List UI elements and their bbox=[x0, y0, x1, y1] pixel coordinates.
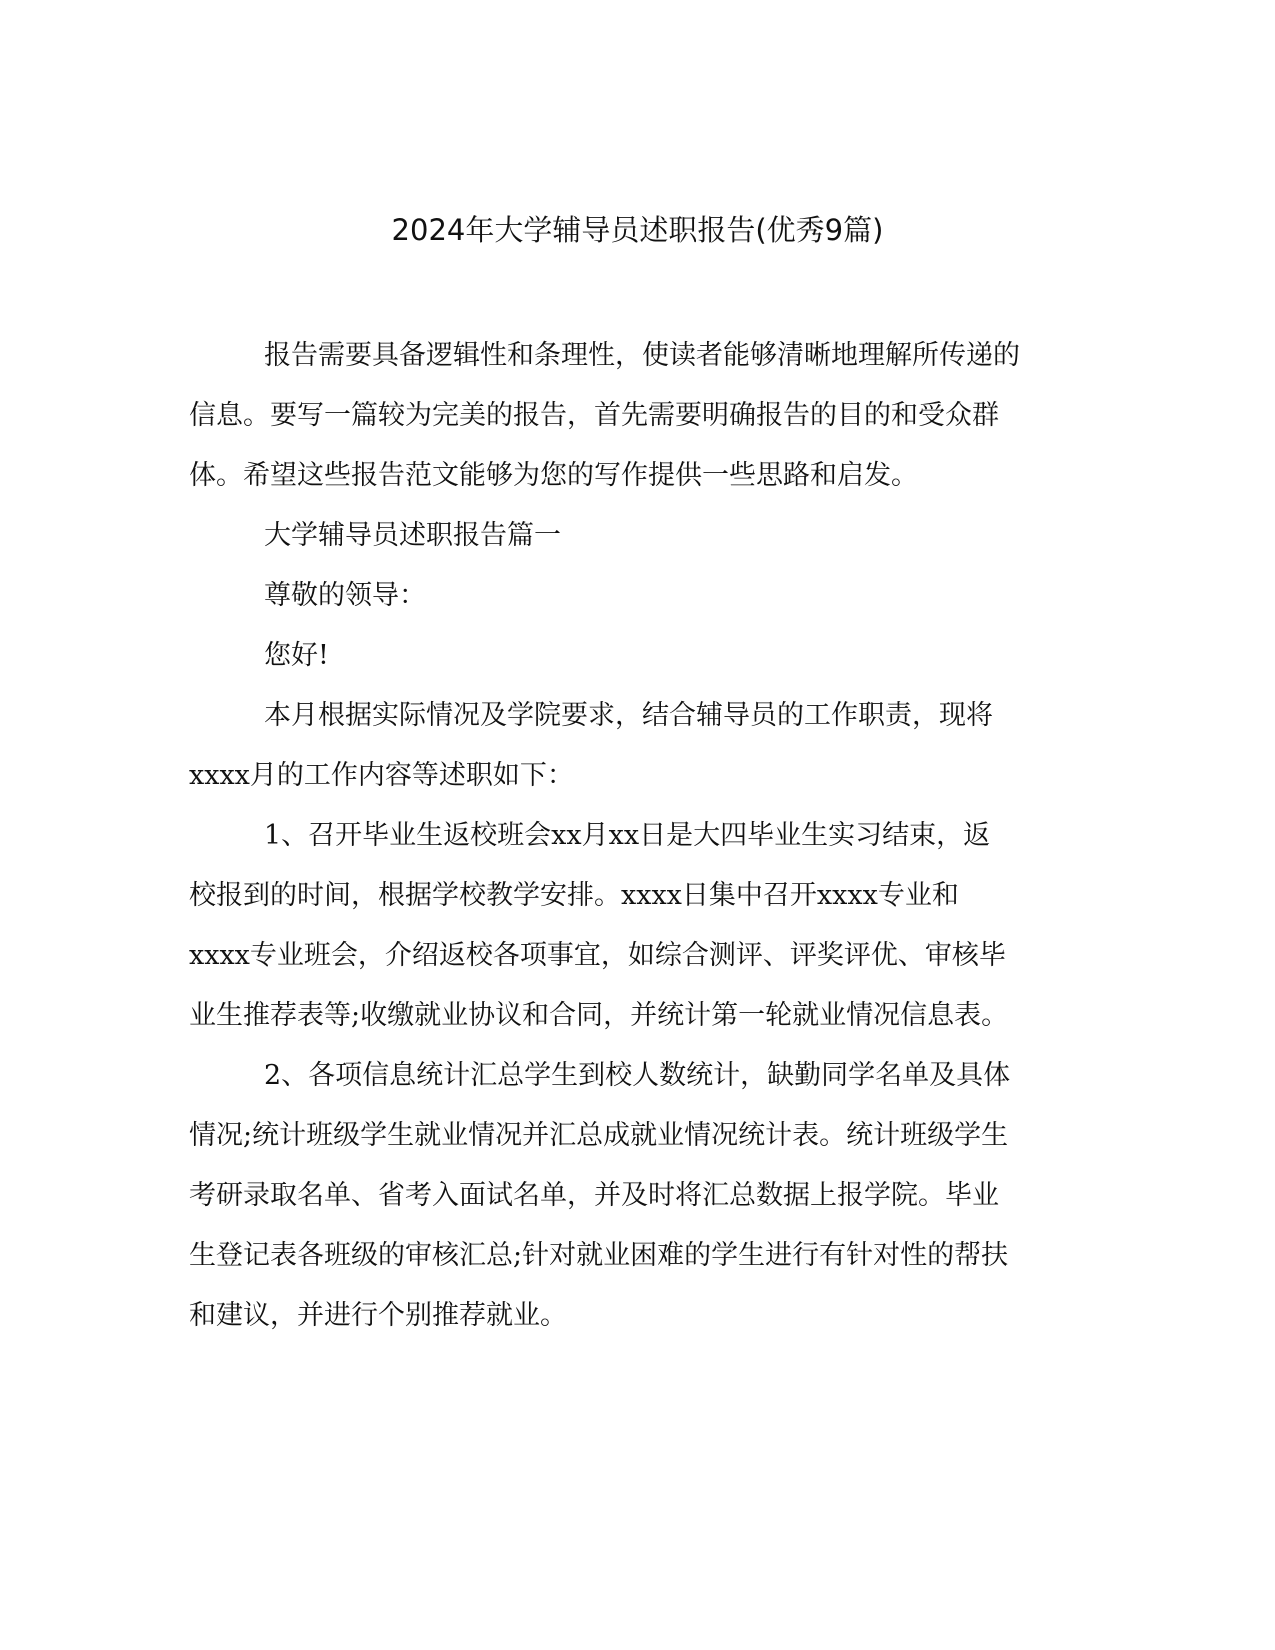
section-heading bbox=[189, 506, 1069, 566]
document-body bbox=[189, 326, 1069, 1346]
document-title: 2024年大学辅导员述职报告(优秀9篇) bbox=[391, 213, 884, 247]
body-paragraph bbox=[189, 686, 1069, 806]
text-line: xxxx月的工作内容等述职如下： bbox=[189, 760, 574, 791]
text-line: 生登记表各班级的审核汇总;针对就业困难的学生进行有针对性的帮扶 bbox=[189, 1240, 1009, 1271]
salutation bbox=[189, 566, 1069, 626]
text-line: 您好! bbox=[264, 640, 329, 671]
intro-paragraph bbox=[189, 326, 1069, 506]
text-line: 业生推荐表等;收缴就业协议和合同，并统计第一轮就业情况信息表。 bbox=[189, 1000, 1009, 1031]
body-paragraph bbox=[189, 1046, 1069, 1346]
text-line: 和建议，并进行个别推荐就业。 bbox=[189, 1300, 567, 1331]
text-line: 大学辅导员述职报告篇一 bbox=[264, 520, 561, 551]
body-paragraph bbox=[189, 806, 1069, 1046]
text-line: 尊敬的领导： bbox=[264, 580, 426, 611]
text-line: 情况;统计班级学生就业情况并汇总成就业情况统计表。统计班级学生 bbox=[189, 1120, 1009, 1151]
text-line: 1、召开毕业生返校班会xx月xx日是大四毕业生实习结束，返 bbox=[264, 820, 991, 851]
text-line: 体。希望这些报告范文能够为您的写作提供一些思路和启发。 bbox=[189, 460, 918, 491]
text-line: 2、各项信息统计汇总学生到校人数统计，缺勤同学名单及具体 bbox=[264, 1060, 1011, 1091]
text-line: 校报到的时间，根据学校教学安排。xxxx日集中召开xxxx专业和 bbox=[189, 880, 959, 911]
greeting bbox=[189, 626, 1069, 686]
text-line: 考研录取名单、省考入面试名单，并及时将汇总数据上报学院。毕业 bbox=[189, 1180, 999, 1211]
text-line: 信息。要写一篇较为完美的报告，首先需要明确报告的目的和受众群 bbox=[189, 400, 999, 431]
text-line: 报告需要具备逻辑性和条理性，使读者能够清晰地理解所传递的 bbox=[264, 340, 1020, 371]
text-line: 本月根据实际情况及学院要求，结合辅导员的工作职责，现将 bbox=[264, 700, 993, 731]
text-line: xxxx专业班会，介绍返校各项事宜，如综合测评、评奖评优、审核毕 bbox=[189, 940, 1006, 971]
